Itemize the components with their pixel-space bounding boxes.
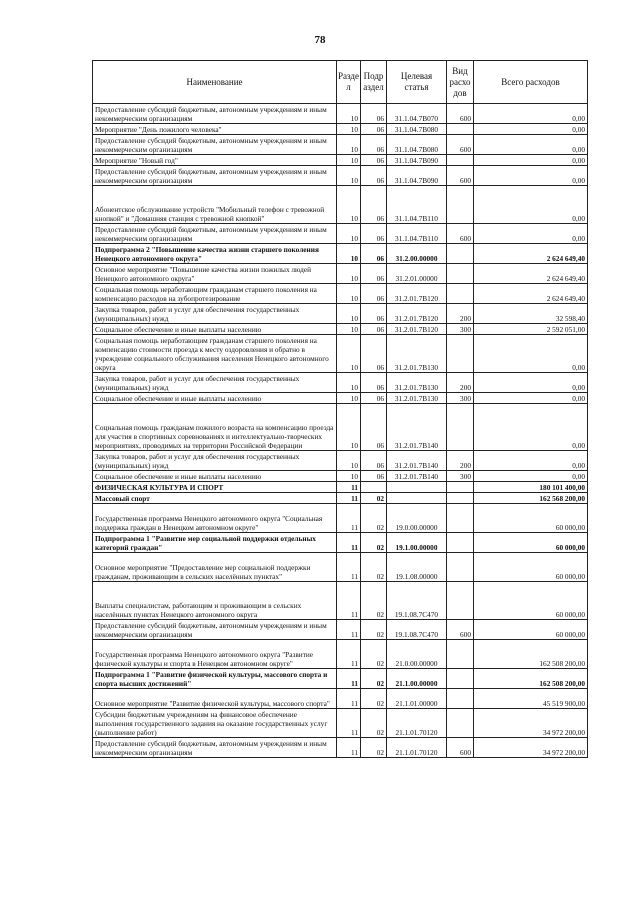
cell-total: 2 592 051,00 — [474, 324, 588, 335]
cell-total: 0,00 — [474, 451, 588, 471]
cell-vid — [447, 504, 474, 533]
cell-podrazdel: 02 — [361, 533, 387, 553]
cell-podrazdel: 06 — [361, 264, 387, 284]
cell-vid — [447, 404, 474, 451]
cell-code: 31.2.01.7В130 — [387, 393, 447, 404]
table-row — [93, 451, 588, 471]
cell-vid: 600 — [447, 620, 474, 640]
header-name: Наименование — [93, 61, 337, 104]
cell-code: 19.1.08.7С470 — [387, 582, 447, 620]
cell-code: 19.1.00.00000 — [387, 533, 447, 553]
cell-code: 31.2.01.00000 — [387, 264, 447, 284]
cell-vid: 300 — [447, 324, 474, 335]
cell-name: ФИЗИЧЕСКАЯ КУЛЬТУРА И СПОРТ — [93, 482, 337, 493]
cell-name: Основное мероприятие "Развитие физической культуры, массового спорта" — [93, 689, 337, 709]
cell-total: 0,00 — [474, 335, 588, 373]
table-row — [93, 738, 588, 758]
cell-code: 19.1.08.00000 — [387, 553, 447, 582]
cell-razdel: 11 — [337, 689, 361, 709]
cell-podrazdel — [361, 482, 387, 493]
cell-vid: 600 — [447, 738, 474, 758]
cell-vid: 300 — [447, 471, 474, 482]
cell-vid — [447, 335, 474, 373]
cell-podrazdel: 06 — [361, 404, 387, 451]
cell-name: Предоставление субсидий бюджетным, автономным учреждениям и иным некоммерческим организациям — [93, 224, 337, 244]
cell-code: 31.2.01.7В120 — [387, 284, 447, 304]
cell-vid — [447, 124, 474, 135]
table-row — [93, 620, 588, 640]
table-row — [93, 186, 588, 224]
cell-code — [387, 482, 447, 493]
cell-razdel: 10 — [337, 335, 361, 373]
cell-razdel: 10 — [337, 186, 361, 224]
cell-name: Государственная программа Ненецкого автономного округа "Развитие физической культуры и спорта в Ненецком автономном округе" — [93, 640, 337, 669]
table-row — [93, 264, 588, 284]
cell-name: Мероприятие "День пожилого человека" — [93, 124, 337, 135]
table-row — [93, 324, 588, 335]
cell-code: 21.1.01.00000 — [387, 689, 447, 709]
cell-podrazdel: 06 — [361, 373, 387, 393]
cell-code: 31.1.04.7В090 — [387, 155, 447, 166]
table-row — [93, 482, 588, 493]
cell-name: Основное мероприятие "Предоставление мер социальной поддержки гражданам, проживающим в сельских населённых пунктах" — [93, 553, 337, 582]
table-row — [93, 582, 588, 620]
header-vid: Вид расхо дов — [447, 61, 474, 104]
cell-razdel: 11 — [337, 493, 361, 504]
cell-code: 31.2.01.7В130 — [387, 335, 447, 373]
cell-name: Основное мероприятие "Повышение качества жизни пожилых людей Ненецкого автономного округа" — [93, 264, 337, 284]
cell-name: Подпрограмма 1 "Развитие мер социальной поддержки отдельных категорий граждан" — [93, 533, 337, 553]
page-number: 78 — [314, 34, 326, 46]
table-row — [93, 640, 588, 669]
cell-code: 31.2.01.7В140 — [387, 451, 447, 471]
cell-code: 19.1.08.7С470 — [387, 620, 447, 640]
cell-vid — [447, 669, 474, 689]
cell-code: 21.0.00.00000 — [387, 640, 447, 669]
cell-name: Абонентское обслуживание устройств "Мобильный телефон с тревожной кнопкой" и "Домашняя станция с тревожной кнопкой" — [93, 186, 337, 224]
cell-total: 0,00 — [474, 471, 588, 482]
table-row — [93, 135, 588, 155]
cell-podrazdel: 02 — [361, 504, 387, 533]
cell-podrazdel: 02 — [361, 669, 387, 689]
table-header-row — [93, 61, 588, 104]
table-row — [93, 689, 588, 709]
cell-total: 0,00 — [474, 135, 588, 155]
cell-name: Выплаты специалистам, работающим и проживающим в сельских населённых пунктах Ненецкого автономного округа — [93, 582, 337, 620]
cell-podrazdel: 06 — [361, 244, 387, 264]
cell-podrazdel: 06 — [361, 224, 387, 244]
table-row — [93, 224, 588, 244]
cell-name: Закупка товаров, работ и услуг для обеспечения государственных (муниципальных) нужд — [93, 304, 337, 324]
cell-podrazdel: 02 — [361, 640, 387, 669]
cell-code: 31.2.01.7В140 — [387, 404, 447, 451]
cell-total: 162 508 200,00 — [474, 669, 588, 689]
cell-vid: 200 — [447, 373, 474, 393]
cell-total: 60 000,00 — [474, 582, 588, 620]
cell-code: 31.2.01.7В120 — [387, 304, 447, 324]
cell-razdel: 10 — [337, 135, 361, 155]
cell-total: 60 000,00 — [474, 553, 588, 582]
cell-podrazdel: 06 — [361, 135, 387, 155]
cell-vid — [447, 284, 474, 304]
cell-podrazdel: 02 — [361, 493, 387, 504]
cell-name: Подпрограмма 1 "Развитие физической культуры, массового спорта и спорта высших достижений" — [93, 669, 337, 689]
table-row — [93, 669, 588, 689]
cell-name: Социальная помощь неработающим гражданам старшего поколения на компенсацию стоимости проезда к месту оздоровления и обратно в учреждение социального обслуживания населения Ненецкого автономного округа — [93, 335, 337, 373]
cell-code: 31.2.01.7В140 — [387, 471, 447, 482]
cell-code: 31.1.04.7В080 — [387, 135, 447, 155]
budget-table — [92, 60, 588, 758]
cell-vid — [447, 493, 474, 504]
cell-code: 31.1.04.7В090 — [387, 166, 447, 186]
cell-vid — [447, 155, 474, 166]
cell-total: 60 000,00 — [474, 620, 588, 640]
table-row — [93, 284, 588, 304]
cell-total: 0,00 — [474, 104, 588, 124]
table-row — [93, 335, 588, 373]
cell-name: Массовый спорт — [93, 493, 337, 504]
cell-total: 180 101 400,00 — [474, 482, 588, 493]
cell-name: Социальная помощь неработающим гражданам старшего поколения на компенсацию расходов на зубопротезирование — [93, 284, 337, 304]
cell-podrazdel: 06 — [361, 124, 387, 135]
cell-razdel: 10 — [337, 324, 361, 335]
cell-vid — [447, 709, 474, 738]
cell-podrazdel: 02 — [361, 553, 387, 582]
cell-razdel: 11 — [337, 553, 361, 582]
cell-name: Предоставление субсидий бюджетным, автономным учреждениям и иным некоммерческим организациям — [93, 738, 337, 758]
cell-total: 2 624 649,40 — [474, 284, 588, 304]
cell-name: Социальное обеспечение и иные выплаты населению — [93, 471, 337, 482]
cell-razdel: 11 — [337, 482, 361, 493]
cell-podrazdel: 02 — [361, 709, 387, 738]
table-row — [93, 471, 588, 482]
cell-razdel: 10 — [337, 104, 361, 124]
cell-total: 0,00 — [474, 373, 588, 393]
cell-total: 60 000,00 — [474, 504, 588, 533]
table-row — [93, 504, 588, 533]
table-row — [93, 393, 588, 404]
cell-name: Субсидии бюджетным учреждениям на финансовое обеспечение выполнения государственного задания на оказание государственных услуг (выполнение работ) — [93, 709, 337, 738]
cell-razdel: 11 — [337, 582, 361, 620]
cell-podrazdel: 02 — [361, 582, 387, 620]
cell-code: 31.1.04.7В110 — [387, 224, 447, 244]
cell-code: 31.2.01.7В120 — [387, 324, 447, 335]
cell-name: Социальная помощь гражданам пожилого возраста на компенсацию проезда для участия в спортивных соревнованиях и интеллектуально-творческих мероприятиях, проводимых на территории Российской Федерации — [93, 404, 337, 451]
cell-name: Социальное обеспечение и иные выплаты населению — [93, 393, 337, 404]
cell-razdel: 11 — [337, 504, 361, 533]
cell-vid — [447, 553, 474, 582]
cell-total: 34 972 200,00 — [474, 738, 588, 758]
cell-vid — [447, 689, 474, 709]
cell-total: 0,00 — [474, 124, 588, 135]
cell-podrazdel: 06 — [361, 284, 387, 304]
cell-podrazdel: 02 — [361, 620, 387, 640]
cell-code: 21.1.01.70120 — [387, 709, 447, 738]
cell-vid — [447, 244, 474, 264]
cell-code: 31.1.04.7В110 — [387, 186, 447, 224]
cell-code: 31.2.01.7В130 — [387, 373, 447, 393]
table-row — [93, 304, 588, 324]
cell-code: 21.1.01.70120 — [387, 738, 447, 758]
cell-name: Предоставление субсидий бюджетным, автономным учреждениям и иным некоммерческим организациям — [93, 166, 337, 186]
cell-razdel: 11 — [337, 709, 361, 738]
cell-podrazdel: 06 — [361, 166, 387, 186]
cell-podrazdel: 06 — [361, 335, 387, 373]
cell-code: 19.0.00.00000 — [387, 504, 447, 533]
table-row — [93, 404, 588, 451]
cell-razdel: 10 — [337, 393, 361, 404]
cell-name: Закупка товаров, работ и услуг для обеспечения государственных (муниципальных) нужд — [93, 451, 337, 471]
cell-razdel: 11 — [337, 738, 361, 758]
table-row — [93, 166, 588, 186]
cell-total: 0,00 — [474, 393, 588, 404]
cell-total: 162 568 200,00 — [474, 493, 588, 504]
cell-total: 0,00 — [474, 155, 588, 166]
cell-razdel: 10 — [337, 244, 361, 264]
cell-code: 21.1.00.00000 — [387, 669, 447, 689]
cell-total: 162 508 200,00 — [474, 640, 588, 669]
cell-razdel: 10 — [337, 373, 361, 393]
header-code: Целевая статья — [387, 61, 447, 104]
cell-total: 32 598,40 — [474, 304, 588, 324]
cell-vid — [447, 582, 474, 620]
cell-podrazdel: 06 — [361, 451, 387, 471]
cell-razdel: 10 — [337, 224, 361, 244]
table-row — [93, 709, 588, 738]
cell-razdel: 11 — [337, 640, 361, 669]
cell-total: 0,00 — [474, 404, 588, 451]
cell-podrazdel: 06 — [361, 186, 387, 224]
cell-podrazdel: 06 — [361, 304, 387, 324]
cell-code — [387, 493, 447, 504]
table-row — [93, 104, 588, 124]
cell-razdel: 10 — [337, 166, 361, 186]
cell-vid: 200 — [447, 451, 474, 471]
cell-code: 31.1.04.7В070 — [387, 104, 447, 124]
cell-razdel: 10 — [337, 451, 361, 471]
cell-razdel: 10 — [337, 471, 361, 482]
cell-vid — [447, 482, 474, 493]
cell-name: Предоставление субсидий бюджетным, автономным учреждениям и иным некоммерческим организациям — [93, 104, 337, 124]
cell-name: Подпрограмма 2 "Повышение качества жизни старшего поколения Ненецкого автономного округа" — [93, 244, 337, 264]
table-row — [93, 124, 588, 135]
cell-name: Предоставление субсидий бюджетным, автономным учреждениям и иным некоммерческим организациям — [93, 620, 337, 640]
table-row — [93, 533, 588, 553]
cell-vid: 200 — [447, 304, 474, 324]
cell-razdel: 10 — [337, 155, 361, 166]
cell-razdel: 10 — [337, 404, 361, 451]
cell-total: 60 000,00 — [474, 533, 588, 553]
cell-vid — [447, 640, 474, 669]
cell-total: 0,00 — [474, 224, 588, 244]
header-podrazdel: Подр аздел — [361, 61, 387, 104]
cell-total: 2 624 649,40 — [474, 264, 588, 284]
cell-razdel: 10 — [337, 264, 361, 284]
cell-razdel: 11 — [337, 533, 361, 553]
cell-podrazdel: 06 — [361, 324, 387, 335]
cell-vid: 300 — [447, 393, 474, 404]
cell-podrazdel: 06 — [361, 104, 387, 124]
cell-razdel: 11 — [337, 669, 361, 689]
cell-podrazdel: 06 — [361, 155, 387, 166]
cell-vid: 600 — [447, 166, 474, 186]
table-body — [93, 104, 588, 758]
cell-podrazdel: 06 — [361, 393, 387, 404]
cell-total: 34 972 200,00 — [474, 709, 588, 738]
table-row — [93, 244, 588, 264]
cell-razdel: 10 — [337, 304, 361, 324]
cell-code: 31.1.04.7В080 — [387, 124, 447, 135]
table-row — [93, 553, 588, 582]
cell-total: 0,00 — [474, 186, 588, 224]
cell-vid — [447, 186, 474, 224]
cell-vid: 600 — [447, 104, 474, 124]
cell-razdel: 10 — [337, 284, 361, 304]
cell-name: Закупка товаров, работ и услуг для обеспечения государственных (муниципальных) нужд — [93, 373, 337, 393]
table-row — [93, 493, 588, 504]
cell-vid — [447, 264, 474, 284]
cell-razdel: 11 — [337, 620, 361, 640]
header-razdel: Разде л — [337, 61, 361, 104]
cell-razdel: 10 — [337, 124, 361, 135]
cell-total: 2 624 649,40 — [474, 244, 588, 264]
cell-name: Социальное обеспечение и иные выплаты населению — [93, 324, 337, 335]
cell-vid — [447, 533, 474, 553]
cell-podrazdel: 06 — [361, 471, 387, 482]
cell-name: Государственная программа Ненецкого автономного округа "Социальная поддержка граждан в Ненецком автономном округе" — [93, 504, 337, 533]
cell-podrazdel: 02 — [361, 738, 387, 758]
cell-name: Мероприятие "Новый год" — [93, 155, 337, 166]
cell-vid: 600 — [447, 135, 474, 155]
table-row — [93, 373, 588, 393]
table-row — [93, 155, 588, 166]
cell-total: 0,00 — [474, 166, 588, 186]
cell-vid: 600 — [447, 224, 474, 244]
cell-name: Предоставление субсидий бюджетным, автономным учреждениям и иным некоммерческим организациям — [93, 135, 337, 155]
cell-podrazdel: 02 — [361, 689, 387, 709]
cell-total: 45 519 900,00 — [474, 689, 588, 709]
header-total: Всего расходов — [474, 61, 588, 104]
cell-code: 31.2.00.00000 — [387, 244, 447, 264]
